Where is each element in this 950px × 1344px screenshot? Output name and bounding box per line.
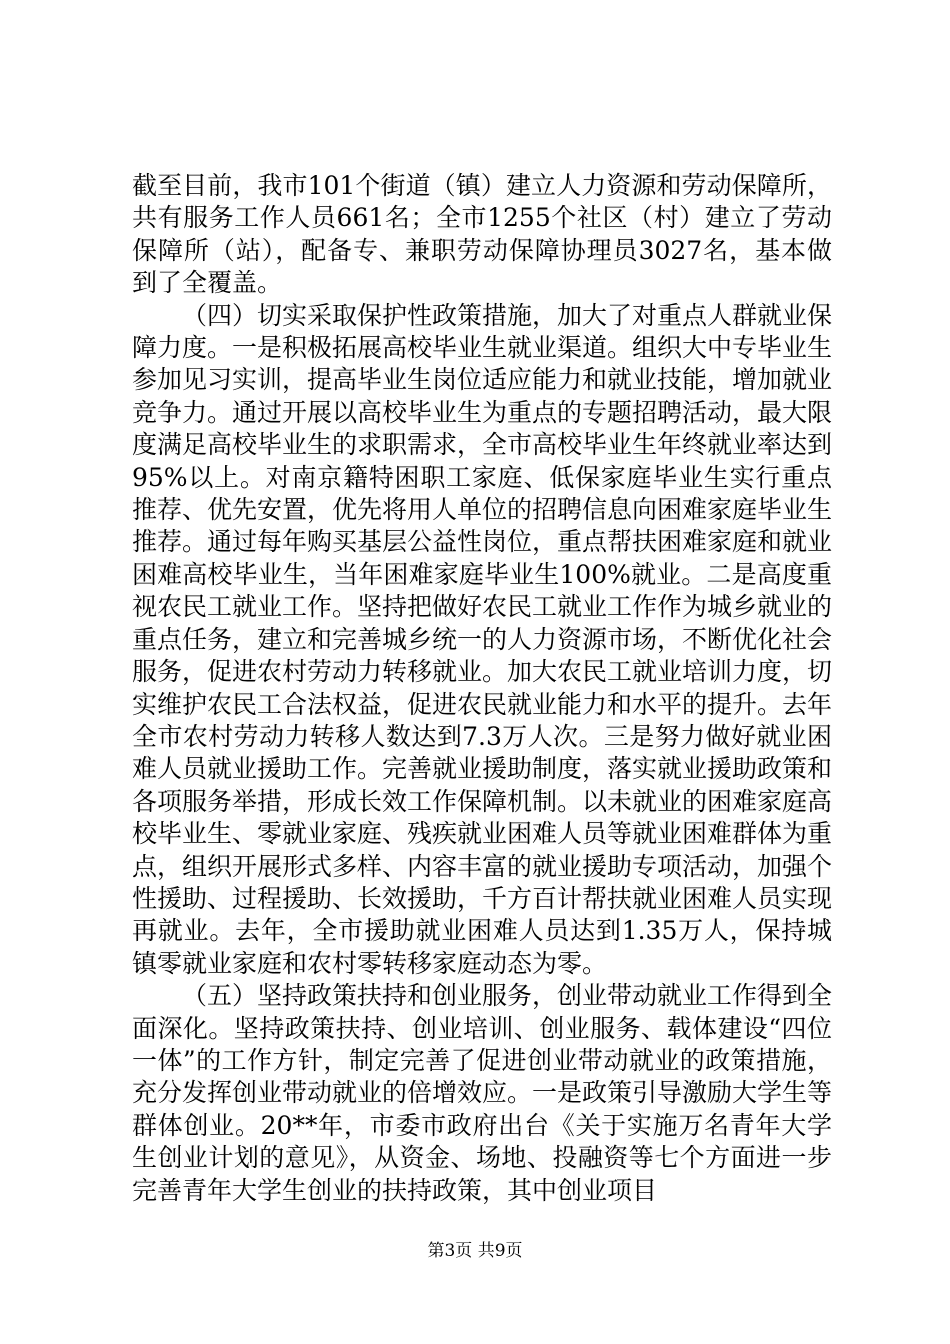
document-body: [132, 170, 832, 1207]
page-footer: 第3页 共9页: [427, 1241, 523, 1261]
paragraph-section-5: （五）坚持政策扶持和创业服务，创业带动就业工作得到全面深化。坚持政策扶持、创业培训、创业服务、载体建设“四位一体”的工作方针，制定完善了促进创业带动就业的政策措施，充分发挥创业带动就业的倍增效应。一是政策引导激励大学生等群体创业。20**年，市委市政府出台《关于实施万名青年大学生创业计划的意见》，从资金、场地、投融资等七个方面进一步完善青年大学生创业的扶持政策，其中创业项目: [132, 981, 833, 1205]
paragraph-section-4: （四）切实采取保护性政策措施，加大了对重点人群就业保障力度。一是积极拓展高校毕业生就业渠道。组织大中专毕业生参加见习实训，提高毕业生岗位适应能力和就业技能，增加就业竞争力。通过开展以高校毕业生为重点的专题招聘活动，最大限度满足高校毕业生的求职需求，全市高校毕业生年终就业率达到95%以上。对南京籍特困职工家庭、低保家庭毕业生实行重点推荐、优先安置，优先将用人单位的招聘信息向困难家庭毕业生推荐。通过每年购买基层公益性岗位，重点帮扶困难家庭和就业困难高校毕业生，当年困难家庭毕业生100%就业。二是高度重视农民工就业工作。坚持把做好农民工就业工作作为城乡就业的重点任务，建立和完善城乡统一的人力资源市场，不断优化社会服务，促进农村劳动力转移就业。加大农民工就业培训力度，切实维护农民工合法权益，促进农民就业能力和水平的提升。去年全市农村劳动力转移人数达到7.3万人次。三是努力做好就业困难人员就业援助工作。完善就业援助制度，落实就业援助政策和各项服务举措，形成长效工作保障机制。以未就业的困难家庭高校毕业生、零就业家庭、残疾就业困难人员等就业困难群体为重点，组织开展形式多样、内容丰富的就业援助专项活动，加强个性援助、过程援助、长效援助，千方百计帮扶就业困难人员实现再就业。去年，全市援助就业困难人员达到1.35万人，保持城镇零就业家庭和农村零转移家庭动态为零。: [132, 300, 833, 978]
paragraph-intro: 截至目前，我市101个街道（镇）建立人力资源和劳动保障所，共有服务工作人员661名；全市1255个社区（村）建立了劳动保障所（站），配备专、兼职劳动保障协理员3027名，基本做到了全覆盖。: [132, 171, 832, 298]
